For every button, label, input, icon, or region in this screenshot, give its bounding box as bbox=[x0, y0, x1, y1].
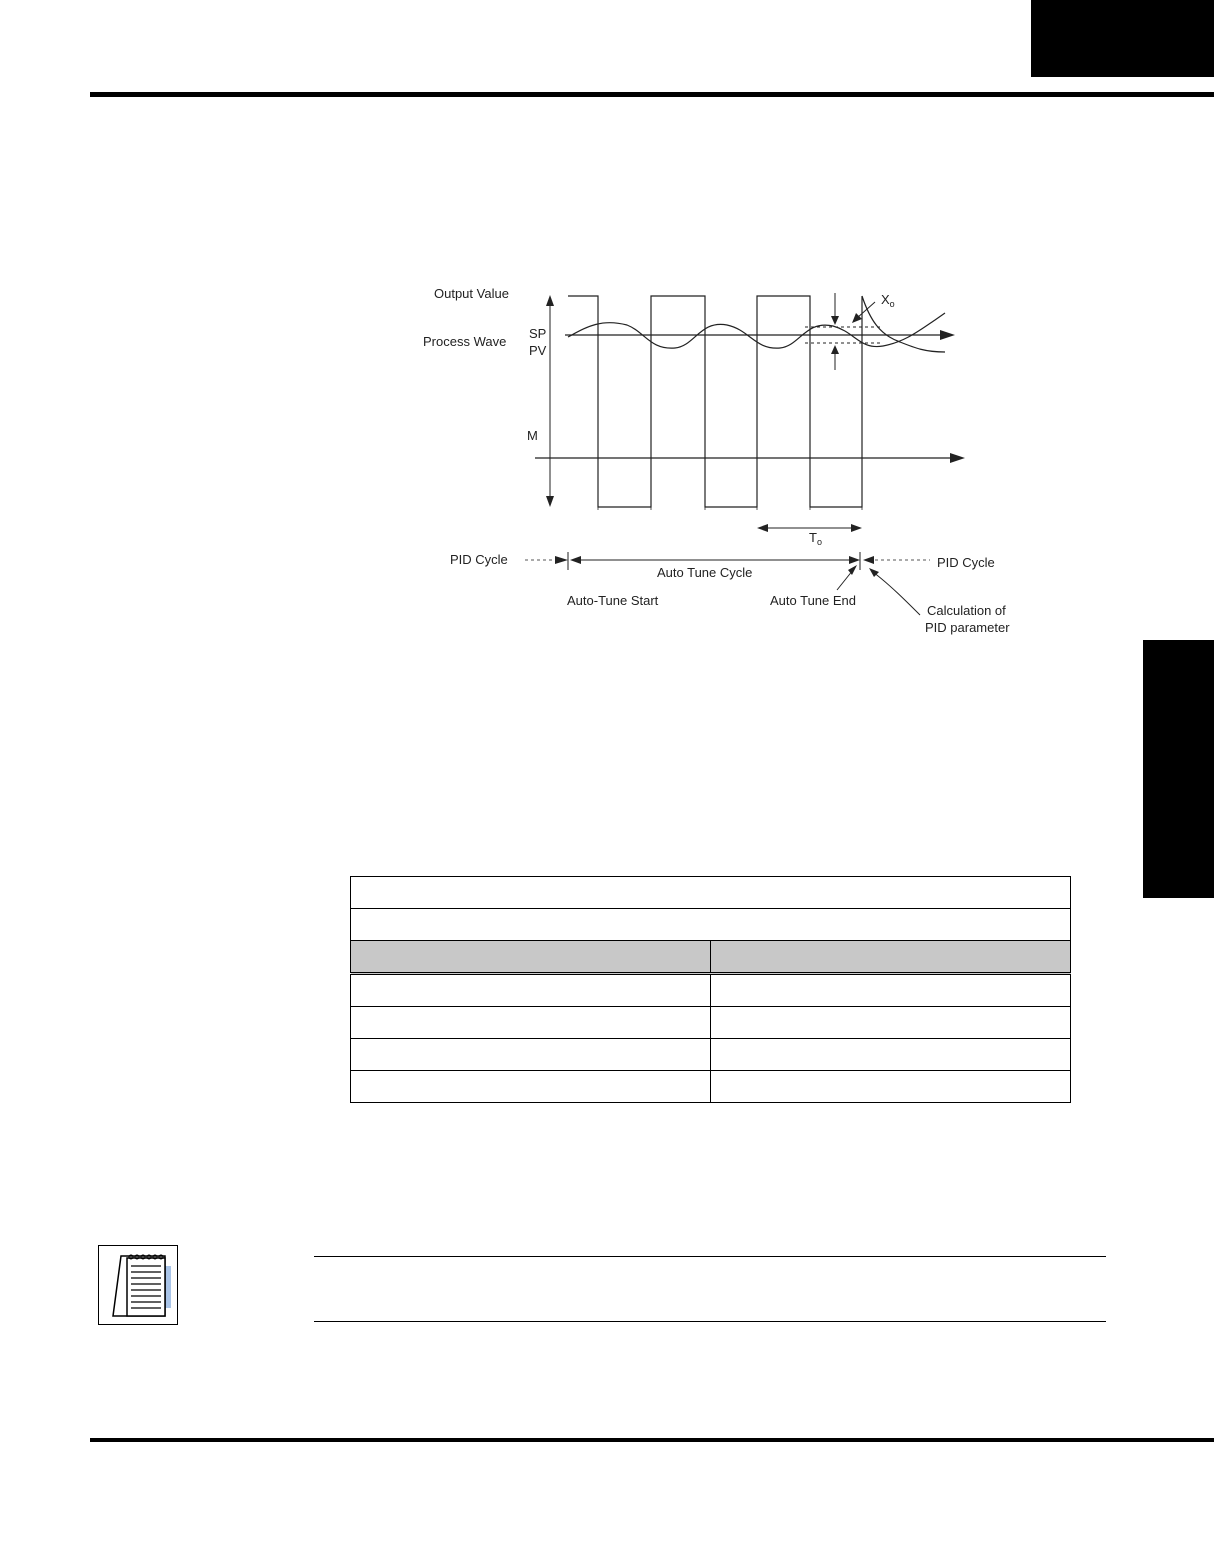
table-row bbox=[351, 1039, 1071, 1071]
note-rule-bottom bbox=[314, 1321, 1106, 1322]
sp-label: SP bbox=[529, 326, 547, 341]
auto-tune-diagram bbox=[405, 280, 1045, 640]
notepad-icon bbox=[98, 1245, 178, 1325]
note-rule-top bbox=[314, 1256, 1106, 1257]
parameter-table bbox=[350, 876, 1071, 1103]
pv-label: PV bbox=[529, 343, 547, 358]
to-label: $T_o$ bbox=[809, 530, 822, 547]
auto-tune-cycle-label: Auto Tune Cycle bbox=[657, 565, 753, 580]
chapter-tab bbox=[1031, 0, 1214, 77]
calc-label-line1: Calculation of bbox=[927, 603, 1006, 618]
auto-tune-start-label: Auto-Tune Start bbox=[567, 593, 659, 608]
sp-arrowhead bbox=[940, 330, 955, 340]
table-title-row bbox=[351, 877, 1071, 909]
table-row bbox=[351, 1071, 1071, 1103]
process-wave-label: Process Wave bbox=[423, 334, 507, 349]
xo-pointer bbox=[857, 302, 875, 318]
pid-cycle-right-label: PID Cycle bbox=[937, 555, 995, 570]
output-decay bbox=[862, 296, 945, 352]
xo-label: $X_o$ bbox=[881, 292, 895, 309]
footer-rule bbox=[90, 1438, 1214, 1442]
pid-cycle-left-label: PID Cycle bbox=[450, 552, 508, 567]
table-row bbox=[351, 974, 1071, 1007]
output-square-wave bbox=[568, 296, 862, 507]
table-row bbox=[351, 1007, 1071, 1039]
auto-tune-end-label: Auto Tune End bbox=[770, 593, 857, 608]
header-rule bbox=[90, 92, 1214, 97]
calc-label-line2: PID parameter bbox=[925, 620, 1010, 635]
table-subtitle-row bbox=[351, 909, 1071, 941]
output-value-label: Output Value bbox=[434, 286, 509, 301]
side-thumb-tab bbox=[1143, 640, 1214, 898]
table-header-row bbox=[351, 941, 1071, 974]
m-label: M bbox=[527, 428, 538, 443]
